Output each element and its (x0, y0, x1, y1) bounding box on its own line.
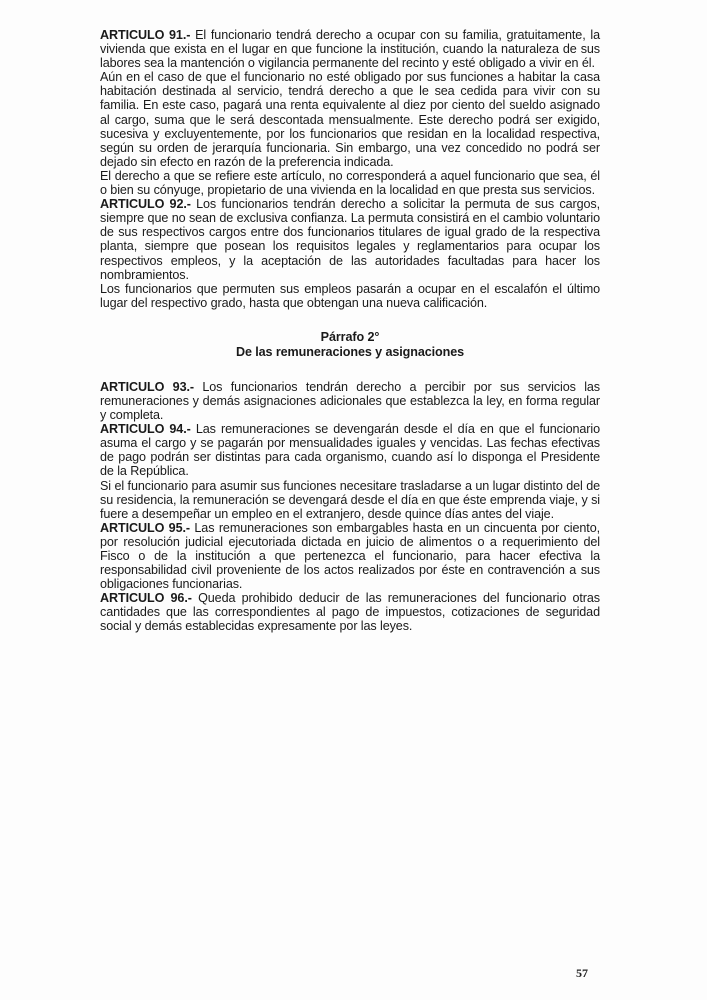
page-content (100, 28, 600, 634)
article-95-heading: ARTICULO 95.- (100, 520, 190, 535)
section-subtitle: De las remuneraciones y asignaciones (235, 344, 465, 359)
article-94-heading: ARTICULO 94.- (100, 422, 191, 437)
article-91-paragraph-2: Aún en el caso de que el funcionario no esté obligado por sus funciones a habitar la casa habitación destinada al servicio, tendrá derecho a que le sea cedida para vivir con su familia. En este caso, pagará una renta equivalente al diez por ciento del sueldo asignado al cargo, suma que le será descontada mensualmente. Este derecho podrá ser exigido, sucesiva y excluyentemente, por los funcionarios que residan en la localidad respectiva, según su orden de jerarquía funcionaria. Sin embargo, una vez concedido no podrá ser dejado sin efecto en razón de la preferencia indicada. (100, 70, 600, 169)
section-title: Párrafo 2° (320, 329, 380, 344)
article-96-text-1: Queda prohibido deducir de las remuneraciones del funcionario otras cantidades que las correspondientes al pago de impuestos, cotizaciones de seguridad social y demás establecidas expresamente por las leyes. (100, 591, 600, 634)
article-91-text-1: El funcionario tendrá derecho a ocupar con su familia, gratuitamente, la vivienda que exista en el lugar en que funcione la institución, cuando la naturaleza de sus labores sea la mantención o vigilancia permanente del recinto y esté obligado a vivir en él. (100, 28, 600, 71)
article-91-paragraph-1 (100, 28, 600, 70)
article-93-heading: ARTICULO 93.- (100, 379, 194, 394)
article-96-paragraph-1 (100, 591, 600, 633)
article-92-paragraph-2: Los funcionarios que permuten sus empleos pasarán a ocupar en el escalafón el último lugar del respectivo grado, hasta que obtengan una nueva calificación. (100, 281, 600, 310)
article-91 (100, 28, 600, 197)
article-96-heading: ARTICULO 96.- (100, 591, 192, 606)
article-95-paragraph-1 (100, 521, 600, 591)
article-92 (100, 197, 600, 310)
article-92-paragraph-1 (100, 197, 600, 282)
article-94-text-1: Las remuneraciones se devengarán desde el día en que el funcionario asuma el cargo y se pagarán por mensualidades iguales y vencidas. Las fechas efectivas de pago podrán ser distintas para cada organismo, cuando así lo disponga el Presidente de la República. (100, 422, 600, 479)
article-94 (100, 422, 600, 521)
article-92-text-1: Los funcionarios tendrán derecho a solicitar la permuta de sus cargos, siempre que no sean de exclusiva confianza. La permuta consistirá en el cambio voluntario de sus respectivos cargos entre dos funcionarios titulares de igual grado de la respectiva planta, siempre que posean los requisitos legales y reglamentarios para ocupar los respectivos empleos, y la aceptación de las autoridades facultadas para hacer los nombramientos. (100, 197, 600, 282)
article-95 (100, 521, 600, 591)
article-93-text-1: Los funcionarios tendrán derecho a percibir por sus servicios las remuneraciones y demás asignaciones adicionales que establezca la ley, en forma regular y completa. (100, 379, 600, 423)
article-91-paragraph-3: El derecho a que se refiere este artículo, no corresponderá a aquel funcionario que sea, él o bien su cónyuge, propietario de una vivienda en la localidad en que presta sus servicios. (100, 168, 600, 198)
article-93-paragraph-1 (100, 380, 600, 422)
article-92-heading: ARTICULO 92.- (100, 197, 191, 212)
article-95-text-1: Las remuneraciones son embargables hasta en un cincuenta por ciento, por resolución judicial ejecutoriada dictada en juicio de alimentos o a requerimiento del Fisco o de la institución a que pertenezca el funcionario, para hacer efectiva la responsabilidad civil proveniente de los actos realizados por éste en contravención a sus obligaciones funcionarias. (100, 520, 600, 592)
article-94-paragraph-1 (100, 422, 600, 478)
article-93 (100, 380, 600, 422)
article-96 (100, 591, 600, 633)
page-number: 57 (576, 966, 588, 980)
article-91-heading: ARTICULO 91.- (100, 28, 191, 42)
section-heading (100, 330, 600, 360)
article-94-paragraph-2: Si el funcionario para asumir sus funciones necesitare trasladarse a un lugar distinto del de su residencia, la remuneración se devengará desde el día en que éste emprenda viaje, y si fuere a desempeñar un empleo en el extranjero, desde quince días antes del viaje. (100, 478, 600, 521)
